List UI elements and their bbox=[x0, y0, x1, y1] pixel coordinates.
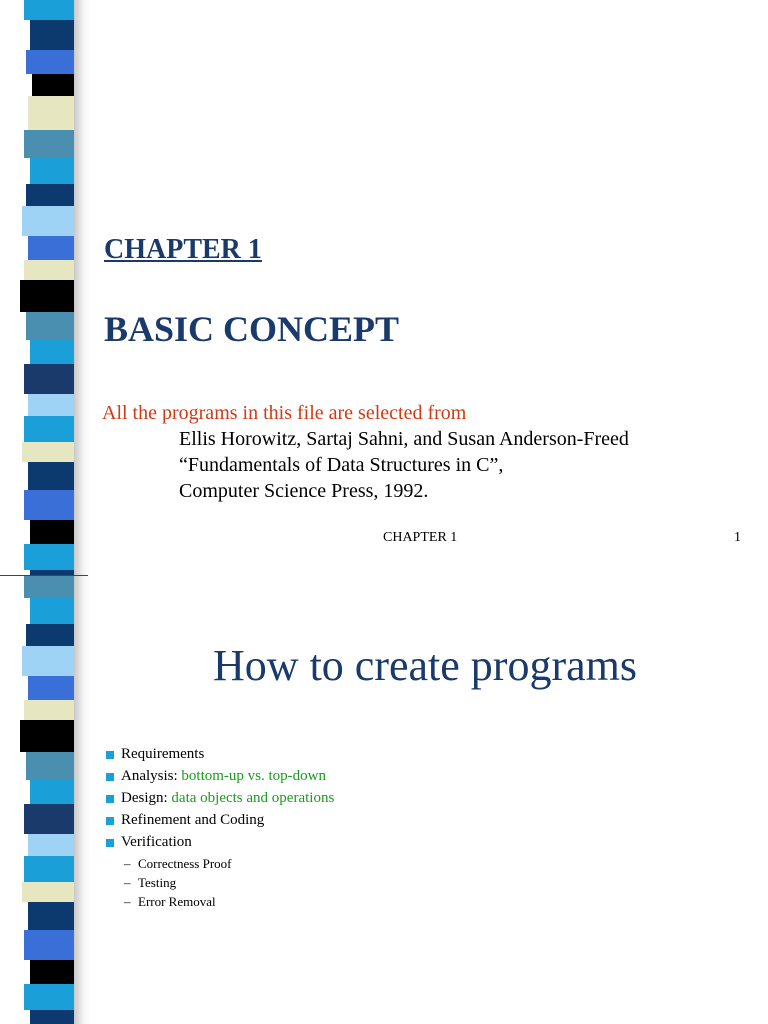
stripe-block bbox=[28, 96, 74, 130]
bullet-square-icon bbox=[106, 817, 114, 825]
dash-icon: – bbox=[124, 856, 131, 871]
stripe-block bbox=[26, 752, 74, 780]
stripe-block bbox=[30, 780, 74, 804]
stripe-block bbox=[32, 74, 74, 96]
list-item-label: Refinement and Coding bbox=[121, 812, 265, 828]
stripe-block bbox=[28, 394, 74, 416]
stripe-block bbox=[30, 1010, 74, 1024]
stripe-block bbox=[30, 598, 74, 624]
stripe-block bbox=[22, 442, 74, 462]
bullet-square-icon bbox=[106, 839, 114, 847]
source-intro: All the programs in this file are selected from bbox=[102, 402, 467, 424]
list-item-highlight: data objects and operations bbox=[171, 790, 335, 806]
footer-chapter-label: CHAPTER 1 bbox=[383, 530, 458, 545]
chapter-heading: CHAPTER 1 bbox=[104, 234, 262, 265]
dash-icon: – bbox=[124, 875, 131, 890]
stripe-block bbox=[22, 206, 74, 236]
bullet-square-icon bbox=[106, 773, 114, 781]
stripe-block bbox=[26, 312, 74, 340]
list-item-text bbox=[121, 768, 326, 785]
reference-authors: Ellis Horowitz, Sartaj Sahni, and Susan Anderson-Freed bbox=[179, 428, 629, 450]
list-item-text bbox=[121, 746, 204, 763]
stripe-block bbox=[20, 280, 74, 312]
stripe-block bbox=[24, 130, 74, 158]
stripe-block bbox=[24, 930, 74, 960]
stripe-block bbox=[26, 50, 74, 74]
stripe-block bbox=[24, 0, 74, 20]
stripe-block bbox=[28, 462, 74, 490]
list-item-label: Analysis: bbox=[121, 768, 182, 784]
stripe-block bbox=[30, 20, 74, 50]
list-item-highlight: bottom-up vs. top-down bbox=[181, 768, 327, 784]
list-item-text bbox=[121, 812, 264, 829]
stripe-block bbox=[24, 856, 74, 882]
stripe-block bbox=[30, 960, 74, 984]
stripe-shadow bbox=[74, 0, 90, 576]
slide-title: BASIC CONCEPT bbox=[104, 309, 400, 349]
bullet-square-icon bbox=[106, 751, 114, 759]
sub-list-item-text: Error Removal bbox=[138, 894, 216, 909]
stripe-block bbox=[24, 260, 74, 280]
stripe-block bbox=[30, 158, 74, 184]
stripe-block bbox=[20, 720, 74, 752]
stripe-block bbox=[28, 834, 74, 856]
stripe-block bbox=[28, 236, 74, 260]
list-item-label: Verification bbox=[121, 834, 192, 850]
list-item-label: Requirements bbox=[121, 746, 205, 762]
stripe-block bbox=[28, 902, 74, 930]
slide-title: How to create programs bbox=[213, 641, 637, 690]
list-item-label: Design: bbox=[121, 790, 172, 806]
stripe-block bbox=[24, 544, 74, 570]
stripe-block bbox=[24, 984, 74, 1010]
dash-icon: – bbox=[124, 894, 131, 909]
stripe-block bbox=[24, 576, 74, 598]
stripe-block bbox=[24, 364, 74, 394]
sub-list-item-text: Testing bbox=[138, 875, 177, 890]
reference-book-title: “Fundamentals of Data Structures in C”, bbox=[179, 454, 504, 476]
stripe-block bbox=[22, 882, 74, 902]
stripe-block bbox=[24, 700, 74, 720]
stripe-block bbox=[30, 340, 74, 364]
sub-list-item-text: Correctness Proof bbox=[138, 856, 232, 871]
stripe-block bbox=[26, 184, 74, 206]
reference-publisher: Computer Science Press, 1992. bbox=[179, 480, 429, 502]
stripe-block bbox=[24, 416, 74, 442]
stripe-block bbox=[30, 520, 74, 544]
list-item-text bbox=[121, 790, 334, 807]
stripe-block bbox=[24, 490, 74, 520]
bullet-square-icon bbox=[106, 795, 114, 803]
list-item-text bbox=[121, 834, 192, 851]
stripe-block bbox=[24, 804, 74, 834]
page-number: 1 bbox=[734, 530, 741, 545]
